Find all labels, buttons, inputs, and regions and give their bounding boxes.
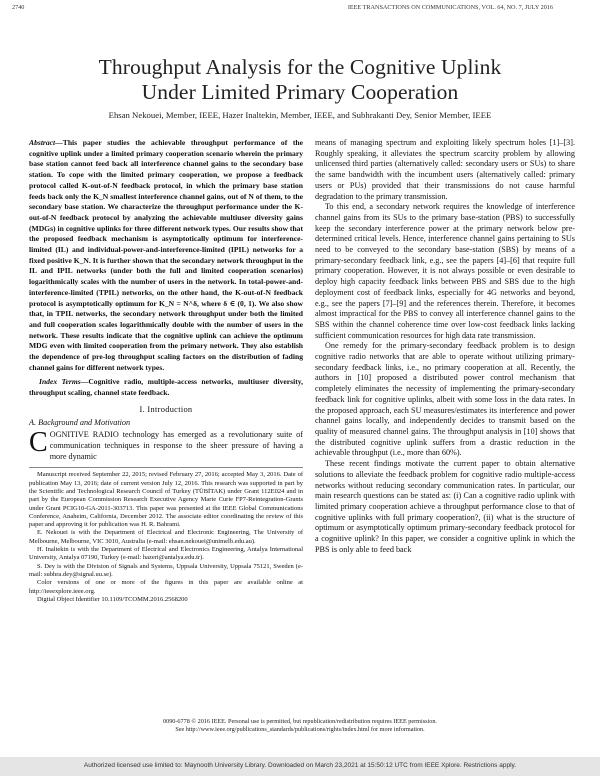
subsection-heading: A. Background and Motivation	[29, 417, 131, 427]
footnote: E. Nekouei is with the Department of Electrical and Electronic Engineering, The University of Melbourne, Melbourne, VIC 3010, Australia (e-mail: ehsan.nekouei@unimelb.edu.au).	[29, 529, 303, 545]
index-terms-label: Index Terms	[39, 377, 81, 387]
license-bar	[0, 757, 600, 776]
title-line-1: Throughput Analysis for the Cognitive Uplink	[98, 55, 502, 79]
copyright-line-2: See http://www.ieee.org/publications_standards/publications/rights/index.html for more information.	[175, 726, 425, 734]
copyright-notice	[0, 718, 600, 735]
footnote: Manuscript received September 22, 2015; revised February 27, 2016; accepted May 3, 2016. Date of publication May 13, 2016; date of current version July 12, 2016. This research was supported in part by the Scientific and Technological Research Council of Turkey (TÜBİTAK) under Grant 112E024 and in part by the European Commission Research Executive Agency Marie Curie FP7-Reintegration-Grants under Grant PCIG10-GA-2011-303713. This paper was presented at the IEEE Global Communications Conference, Anaheim, California, December 2012. The associate editor coordinating the review of this paper and approving it for publication was H. R. Bahrami.	[29, 471, 303, 529]
left-column	[29, 138, 303, 604]
license-text: Authorized licensed use limited to: Maynooth University Library. Downloaded on March 23,2021 at 15:50:12 UTC from IEEE Xplore. Restrictions apply.	[83, 762, 517, 769]
index-terms-text: —Cognitive radio, multiple-access networks, multiuser diversity, throughput scaling, channel state feedback.	[29, 377, 303, 398]
body-paragraph: These recent findings motivate the current paper to obtain alternative solutions to alleviate the feedback problem for cognitive radio multiple-access networks without reducing secondary communication rates. In particular, our main research questions can be stated as: (i) Can a cognitive radio uplink with limited primary cooperation achieve a throughput performance close to that of cognitive uplinks with full primary cooperation?, (ii) what is the structure of optimum or asymptotically optimum primary-secondary feedback protocol for a cognitive uplink? In this paper, we consider a cognitive uplink in which the PBS is only able to feed back	[315, 459, 575, 554]
journal-header: IEEE TRANSACTIONS ON COMMUNICATIONS, VOL. 64, NO. 7, JULY 2016	[347, 4, 553, 11]
body-paragraph: means of managing spectrum and exploiting likely spectrum holes [1]–[3]. Roughly speaking, it alleviates the spectrum scarcity problem by allowing unlicensed third parties (alternatively called: secondary users or SUs) to share the same bandwidth with the incumbent users (alternatively called: primary users or PUs) provided that their transmissions do not cause harmful degradation to the primary transmission.	[315, 138, 575, 201]
footnote: S. Dey is with the Division of Signals and Systems, Uppsala University, Uppsala 75121, Sweden (e-mail: subhra.dey@signal.uu.se).	[29, 562, 303, 578]
authors: Ehsan Nekouei, Member, IEEE, Hazer Inaltekin, Member, IEEE, and Subhrakanti Dey, Senior Member, IEEE	[108, 110, 492, 120]
abstract-label: Abstract	[29, 138, 56, 147]
footnote: H. Inaltekin is with the Department of Electrical and Electronics Engineering, Antalya International University, Antalya 07190, Turkey (e-mail: hazeri@antalya.edu.tr).	[29, 546, 303, 562]
title-line-2: Under Limited Primary Cooperation	[141, 80, 459, 104]
abstract	[29, 138, 303, 373]
page-number: 2740	[12, 4, 25, 11]
drop-cap: C	[29, 427, 48, 459]
intro-text: OGNITIVE RADIO technology has emerged as a revolutionary suite of communication techniques in response to the sheer pressure of having a more dynamic	[49, 430, 303, 461]
footnote: Digital Object Identifier 10.1109/TCOMM.2016.2568200	[37, 595, 188, 603]
intro-paragraph	[29, 427, 303, 462]
footnote: Color versions of one or more of the figures in this paper are available online at http://ieeexplore.ieee.org.	[29, 579, 303, 595]
section-heading: I. Introduction	[139, 404, 193, 414]
index-terms	[29, 377, 303, 398]
body-paragraph: To this end, a secondary network requires the knowledge of interference channel gains from its SUs to the primary base-station (PBS) to successfully keep the secondary interference power at the primary network below pre-determined critical levels. Hence, interference channel gains pertaining to SUs need to be conveyed to the secondary base-station (SBS) by means of a primary-secondary feedback link, e.g., see the papers [4]–[6] that require full primary cooperation. However, it is not always possible or even desirable to deploy high capacity feedback links between PBS and SBS due to the high deployment cost of feedback links, especially for 4G networks and beyond, e.g., see the papers [7]–[9] and the references therein. Therefore, it becomes almost impractical for the PBS to convey all interference channel gains to the SBS within the channel coherence time over low-cost feedback links lacking sufficient communication resources for high data rate transmission.	[315, 202, 575, 340]
copyright-line-1: 0090-6778 © 2016 IEEE. Personal use is permitted, but republication/redistribution requires IEEE permission.	[163, 718, 437, 725]
paper-title	[0, 55, 600, 105]
right-column	[315, 138, 575, 555]
body-paragraph: One remedy for the primary-secondary feedback problem is to design cognitive radio networks that are able to operate without utilizing primary-secondary feedback links, i.e., no primary cooperation at all. Recently, the authors in [10] proposed a distributed power control mechanism that completely eliminates the necessity of implementing the primary-secondary feedback link for cognitive uplinks, albeit with some loss in the data rates. In the proposed approach, each SU measures/estimates its interference and power channel gains locally, and independently decides to transmit based on the quality of measured channel gains. The throughput analysis in [10] shows that the distributed cognitive uplink suffers from a drastic reduction in the achievable throughput (i.e., more than 60%).	[315, 341, 575, 458]
footnotes	[29, 467, 303, 604]
abstract-text: —This paper studies the achievable throughput performance of the cognitive uplink under a limited primary cooperation scenario wherein the primary base station cannot feed back all interference channel gains to the secondary base station. To cope with the limited primary cooperation, we propose a feedback protocol called K-out-of-N feedback protocol, in which the primary base station feeds back only the K_N smallest interference channel gains, out of N of them, to the secondary base station. We characterize the throughput performance under the K-out-of-N feedback protocol by analyzing the achievable multiuser diversity gains (MDGs) in cognitive uplinks for three different network types. Our results show that the proposed feedback mechanism is asymptotically optimum for interference-limited (IL) and individual-power-and-interference-limited (IPIL) networks for a fixed positive K_N. It is further shown that the secondary network throughput in the IL and IPIL networks (under both the full and limited cooperation scenarios) logarithmically scales with the number of users in the network. In total-power-and-interference-limited (TPIL) networks, on the other hand, the K-out-of-N feedback protocol is asymptotically optimum for K_N = N^δ, where δ ∈ (0, 1). We also show that, in TPIL networks, the secondary network throughput under both the limited and full cooperation scales logarithmically double with the number of users in the network. These results indicate that the cognitive uplink can achieve the optimum MDG even with limited cooperation from the primary network. They also establish the dependence of pre-log throughput scaling factors on the distribution of fading channel gains for different network types.	[29, 138, 303, 372]
